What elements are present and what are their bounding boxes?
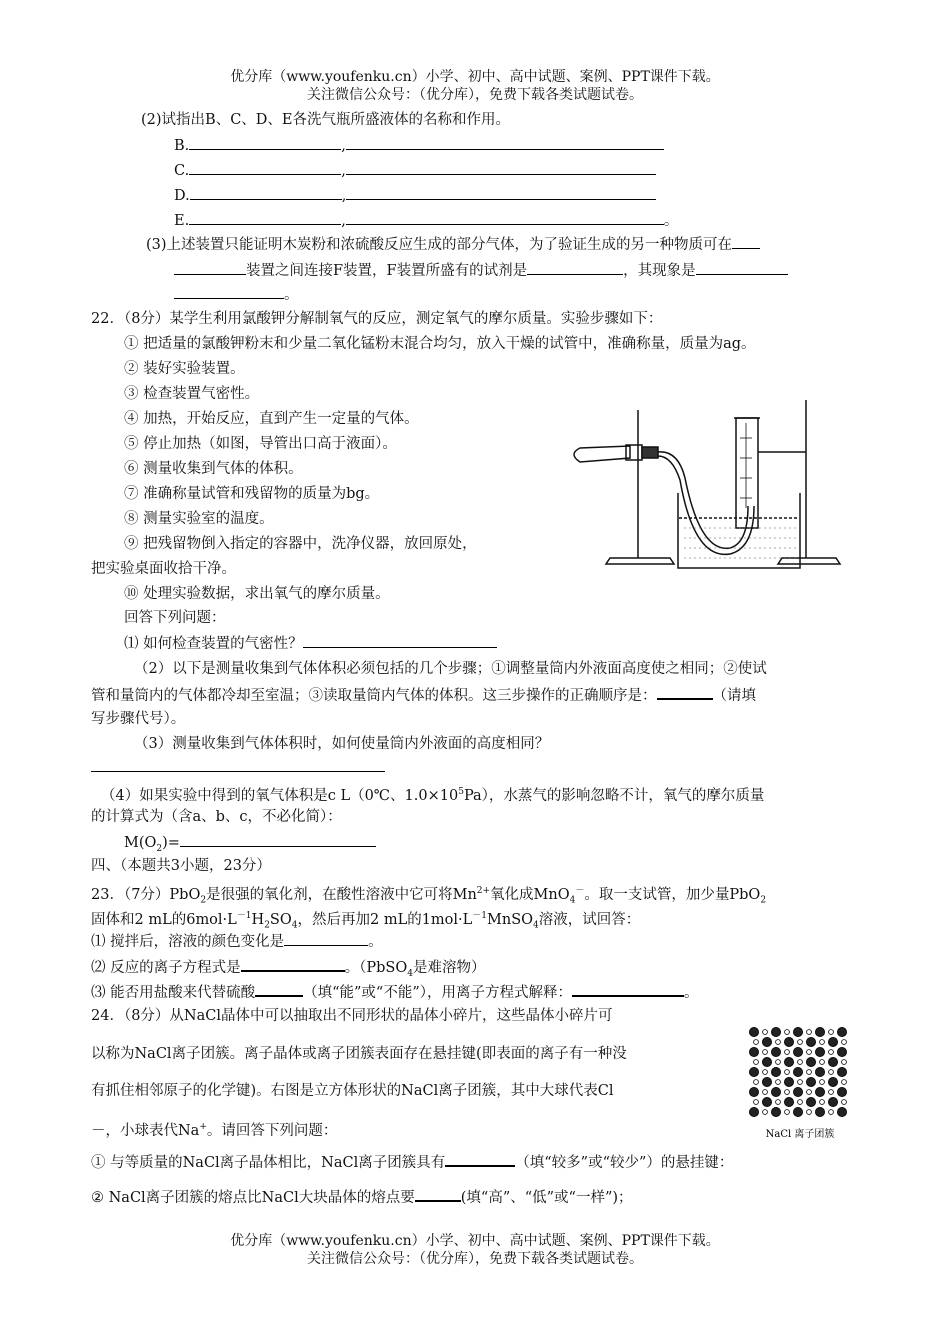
sodium-ion-ball	[807, 1110, 812, 1115]
q24-q1-text-a: ① 与等质量的NaCl离子晶体相比，NaCl离子团簇具有	[91, 1155, 446, 1171]
gas-collection-apparatus-figure	[560, 398, 860, 578]
q22-step: ⑩ 处理实验数据，求出氧气的摩尔质量。	[124, 586, 390, 602]
chloride-ion-ball	[815, 1047, 824, 1056]
sodium-ion-ball	[763, 1030, 768, 1035]
q22-step: 把实验桌面收拾干净。	[91, 561, 236, 577]
chloride-ion-ball	[806, 1057, 815, 1066]
sodium-ion-ball	[829, 1110, 834, 1115]
q23-l2-f: 溶液，试回答：	[538, 911, 641, 928]
chloride-ion-ball	[837, 1087, 846, 1096]
q23-sub: 4	[533, 920, 539, 931]
q21-part3-line1	[146, 234, 760, 255]
chloride-ion-ball	[837, 1027, 846, 1036]
q21-row-label: D.	[174, 188, 190, 204]
q23-sub: 4	[291, 920, 298, 931]
q24-line3: 有抓住相邻原子的化学键)。右图是立方体形状的NaCl离子团簇，其中大球代表Cl	[91, 1083, 614, 1099]
q21-part3-line3	[174, 284, 299, 305]
chloride-ion-ball	[806, 1077, 815, 1086]
chloride-ion-ball	[828, 1037, 837, 1046]
sodium-ion-ball	[776, 1040, 781, 1045]
q23-l1-b: 是很强的氧化剂，在酸性溶液中它可将Mn	[206, 886, 477, 903]
sodium-ion-ball	[842, 1060, 847, 1065]
chloride-ion-ball	[793, 1067, 802, 1076]
sodium-ion-ball	[842, 1100, 847, 1105]
q23-q3-mid: （填“能”或“不能”），用离子方程式解释：	[303, 985, 573, 1001]
chloride-ion-ball	[837, 1107, 846, 1116]
q23-l2-e: MnSO	[487, 911, 534, 928]
q22-q2-text-b: 管和量筒内的气体都冷却至室温；③读取量筒内气体的体积。这三步操作的正确顺序是：	[91, 688, 657, 704]
chloride-ion-ball	[749, 1107, 758, 1116]
chloride-ion-ball	[771, 1087, 780, 1096]
q21-row-b: B. ,	[174, 135, 664, 156]
sodium-ion-ball	[829, 1050, 834, 1055]
sodium-ion-ball	[763, 1050, 768, 1055]
q24-q2	[91, 1186, 633, 1208]
sodium-ion-ball	[829, 1030, 834, 1035]
q23-sup: 2+	[476, 886, 491, 896]
footer-line-2: 关注微信公众号：（优分库），免费下载各类试题试卷。	[307, 1251, 643, 1267]
chloride-ion-ball	[771, 1067, 780, 1076]
q23-q3	[91, 981, 699, 1003]
sodium-ion-ball	[842, 1040, 847, 1045]
sodium-ion-ball	[785, 1110, 790, 1115]
chloride-ion-ball	[793, 1107, 802, 1116]
q24-q2-text-b: (填“高”、“低”或“一样”)；	[460, 1190, 633, 1206]
sodium-ion-ball	[829, 1070, 834, 1075]
chloride-ion-ball	[828, 1077, 837, 1086]
q21-row-label: B.	[174, 138, 190, 154]
q21-part3-end: 。	[284, 287, 299, 303]
q24-line4	[91, 1117, 337, 1141]
chloride-ion-ball	[771, 1027, 780, 1036]
q23-sub: 2	[200, 895, 207, 906]
q23-l2-c: SO	[269, 911, 292, 928]
q24-l4-c: 。请回答下列问题：	[206, 1122, 338, 1139]
q23-l2-d: ，然后再加2 mL的1mol·L	[297, 911, 473, 928]
sodium-ion-ball	[829, 1090, 834, 1095]
sodium-ion-ball	[776, 1060, 781, 1065]
sodium-ion-ball	[798, 1040, 803, 1045]
chloride-ion-ball	[793, 1087, 802, 1096]
section-4-title: 四、（本题共3小题，23分）	[91, 858, 271, 874]
q21-part3-text-a: (3)上述装置只能证明木炭粉和浓硫酸反应生成的部分气体，为了验证生成的另一种物质可在	[146, 237, 733, 253]
sodium-ion-ball	[763, 1070, 768, 1075]
chloride-ion-ball	[749, 1047, 758, 1056]
sodium-ion-ball	[820, 1080, 825, 1085]
q21-row-c: C. ,	[174, 160, 656, 181]
q22-title: 22．（8分）某学生利用氯酸钾分解制氧气的反应，测定氧气的摩尔质量。实验步骤如下：	[91, 311, 663, 327]
sodium-ion-ball	[785, 1090, 790, 1095]
chloride-ion-ball	[815, 1107, 824, 1116]
q22-q4-line2: 的计算式为（含a、b、c，不必化简）：	[91, 809, 342, 825]
sodium-ion-ball	[798, 1100, 803, 1105]
chloride-ion-ball	[749, 1067, 758, 1076]
q24-line2: 以称为NaCl离子团簇。离子晶体或离子团簇表面存在悬挂键(即表面的离子有一种没	[91, 1046, 627, 1062]
q23-sup: －	[575, 886, 585, 896]
chloride-ion-ball	[828, 1097, 837, 1106]
q21-row-e: E. , 。	[174, 210, 678, 231]
chloride-ion-ball	[762, 1077, 771, 1086]
sodium-ion-ball	[820, 1100, 825, 1105]
chloride-ion-ball	[793, 1047, 802, 1056]
q24-l4-b: ，小球表代Na	[105, 1122, 200, 1139]
sodium-ion-ball	[763, 1090, 768, 1095]
header-line-2: 关注微信公众号：（优分库），免费下载各类试题试卷。	[307, 87, 643, 103]
chloride-ion-ball	[762, 1037, 771, 1046]
q24-sup: +	[199, 1122, 207, 1132]
q22-step: ⑥ 测量收集到气体的体积。	[124, 461, 303, 477]
q21-part3-line2	[174, 260, 788, 281]
chloride-ion-ball	[815, 1027, 824, 1036]
q23-q1-end: 。	[368, 934, 383, 950]
q21-end-mark: 。	[663, 213, 679, 229]
q23-q3-text: ⑶ 能否用盐酸来代替硫酸	[91, 985, 256, 1001]
sodium-ion-ball	[776, 1080, 781, 1085]
q23-l1-c: 氧化成MnO	[490, 886, 570, 903]
q23-sup: －1	[236, 911, 252, 921]
sodium-ion-ball	[776, 1100, 781, 1105]
sodium-ion-ball	[785, 1070, 790, 1075]
q22-formula-post: )=	[162, 835, 180, 851]
chloride-ion-ball	[837, 1047, 846, 1056]
sodium-ion-ball	[785, 1050, 790, 1055]
q23-q2-text: ⑵ 反应的离子方程式是	[91, 960, 241, 976]
q22-q4-text-a2: Pa），水蒸气的影响忽略不计，氧气的摩尔质量	[463, 787, 765, 804]
chloride-ion-ball	[784, 1057, 793, 1066]
q23-q2-end2: 是难溶物）	[412, 960, 486, 976]
q23-l2-b: H	[251, 911, 265, 928]
chloride-ion-ball	[815, 1087, 824, 1096]
nacl-ion-cluster-figure	[740, 1024, 860, 1142]
q22-q4-formula	[124, 832, 376, 859]
q24-q1	[91, 1151, 733, 1173]
q22-step: ⑤ 停止加热（如图，导管出口高于液面）。	[124, 436, 397, 452]
sodium-ion-ball	[754, 1060, 759, 1065]
q23-q2	[91, 956, 485, 984]
chloride-ion-ball	[815, 1067, 824, 1076]
sodium-ion-ball	[754, 1100, 759, 1105]
q24-q1-text-b: （填“较多”或“较少”）的悬挂键：	[515, 1155, 734, 1171]
q22-q1-text: ⑴ 如何检查装置的气密性？	[124, 636, 303, 652]
sodium-ion-ball	[754, 1080, 759, 1085]
sodium-ion-ball	[798, 1080, 803, 1085]
sodium-ion-ball	[807, 1030, 812, 1035]
sodium-ion-ball	[807, 1070, 812, 1075]
q22-step: ⑦ 准确称量试管和残留物的质量为bg。	[124, 486, 380, 502]
q23-sub: 2	[760, 895, 767, 906]
q22-formula-sub: 2	[156, 843, 163, 854]
q23-q3-end: 。	[684, 985, 699, 1001]
chloride-ion-ball	[749, 1087, 758, 1096]
q23-l2-a: 固体和2 mL的6mol·L	[91, 911, 237, 928]
q23-l1-d: 。取一支试管，加少量PbO	[584, 886, 761, 903]
q24-q2-text-a: ② NaCl离子团簇的熔点比NaCl大块晶体的熔点要	[91, 1190, 415, 1206]
q22-q2-line1: （2）以下是测量收集到气体体积必须包括的几个步骤；①调整量筒内外液面高度使之相同；②使试	[134, 661, 767, 677]
sodium-ion-ball	[763, 1110, 768, 1115]
q22-step: ④ 加热，开始反应，直到产生一定量的气体。	[124, 411, 419, 427]
chloride-ion-ball	[771, 1107, 780, 1116]
sodium-ion-ball	[754, 1040, 759, 1045]
chloride-ion-ball	[784, 1097, 793, 1106]
sodium-ion-ball	[820, 1060, 825, 1065]
q24-l4-a: －	[91, 1122, 106, 1139]
footer-line-1: 优分库（www.youfenku.cn）小学、初中、高中试题、案例、PPT课件下载。	[230, 1233, 720, 1249]
chloride-ion-ball	[806, 1037, 815, 1046]
sodium-ion-ball	[820, 1040, 825, 1045]
q24-line1: 24．（8分）从NaCl晶体中可以抽取出不同形状的晶体小碎片，这些晶体小碎片可	[91, 1008, 613, 1024]
sodium-ion-ball	[798, 1060, 803, 1065]
q22-q2-text-b2: （请填	[712, 688, 756, 704]
chloride-ion-ball	[793, 1027, 802, 1036]
q23-q2-sub: 4	[407, 968, 413, 979]
header-line-1: 优分库（www.youfenku.cn）小学、初中、高中试题、案例、PPT课件下载。	[230, 69, 720, 85]
q22-formula-pre: M(O	[124, 835, 157, 851]
q22-step: ⑨ 把残留物倒入指定的容器中，洗净仪器，放回原处，	[124, 536, 477, 552]
q22-q2-line3: 写步骤代号）。	[91, 711, 186, 727]
q23-sub: 2	[264, 920, 270, 931]
nacl-cluster-caption: NaCl 离子团簇	[765, 1129, 835, 1140]
q23-q1	[91, 931, 383, 952]
sodium-ion-ball	[807, 1050, 812, 1055]
q22-q1	[124, 633, 497, 654]
q22-q4-line1	[101, 782, 764, 806]
q22-answer-intro: 回答下列问题：	[124, 610, 226, 626]
q22-step: ⑧ 测量实验室的温度。	[124, 511, 274, 527]
q21-part3-text-c: ，其现象是	[623, 263, 696, 279]
chloride-ion-ball	[771, 1047, 780, 1056]
q22-q2-line2	[91, 684, 756, 706]
q21-row-label: E.	[174, 213, 190, 229]
sodium-ion-ball	[785, 1030, 790, 1035]
chloride-ion-ball	[828, 1057, 837, 1066]
q21-part3-text-b: 装置之间连接F装置，F装置所盛有的试剂是	[246, 263, 528, 279]
q22-q4-text-a1: （4）如果实验中得到的氧气体积是c L（0℃、1.0×10	[101, 787, 459, 804]
sodium-ion-ball	[807, 1090, 812, 1095]
sodium-ion-ball	[842, 1080, 847, 1085]
nacl-cluster-lattice	[749, 1027, 846, 1116]
q23-sub: 4	[569, 895, 576, 906]
q21-part2: (2)试指出B、C、D、E各洗气瓶所盛液体的名称和作用。	[141, 112, 510, 128]
q23-q2-end: 。（PbSO	[344, 960, 408, 976]
q22-step: ① 把适量的氯酸钾粉末和少量二氧化锰粉末混合均匀，放入干燥的试管中，准确称量，质量为ag。	[124, 336, 756, 352]
chloride-ion-ball	[762, 1097, 771, 1106]
q23-sup: －1	[472, 911, 488, 921]
chloride-ion-ball	[749, 1027, 758, 1036]
chloride-ion-ball	[762, 1057, 771, 1066]
q21-row-label: C.	[174, 163, 190, 179]
q23-l1-a: 23．（7分）PbO	[91, 886, 201, 903]
q22-q3: （3）测量收集到气体体积时，如何使量筒内外液面的高度相同？	[134, 736, 550, 752]
q22-q3-answer-line	[91, 757, 385, 778]
q23-q1-text: ⑴ 搅拌后，溶液的颜色变化是	[91, 934, 285, 950]
q22-step: ③ 检查装置气密性。	[124, 386, 260, 402]
q21-row-d: D. ,	[174, 185, 656, 206]
q22-step: ② 装好实验装置。	[124, 361, 245, 377]
chloride-ion-ball	[784, 1077, 793, 1086]
q22-q4-sup: 5	[458, 787, 464, 797]
chloride-ion-ball	[806, 1097, 815, 1106]
chloride-ion-ball	[837, 1067, 846, 1076]
chloride-ion-ball	[784, 1037, 793, 1046]
